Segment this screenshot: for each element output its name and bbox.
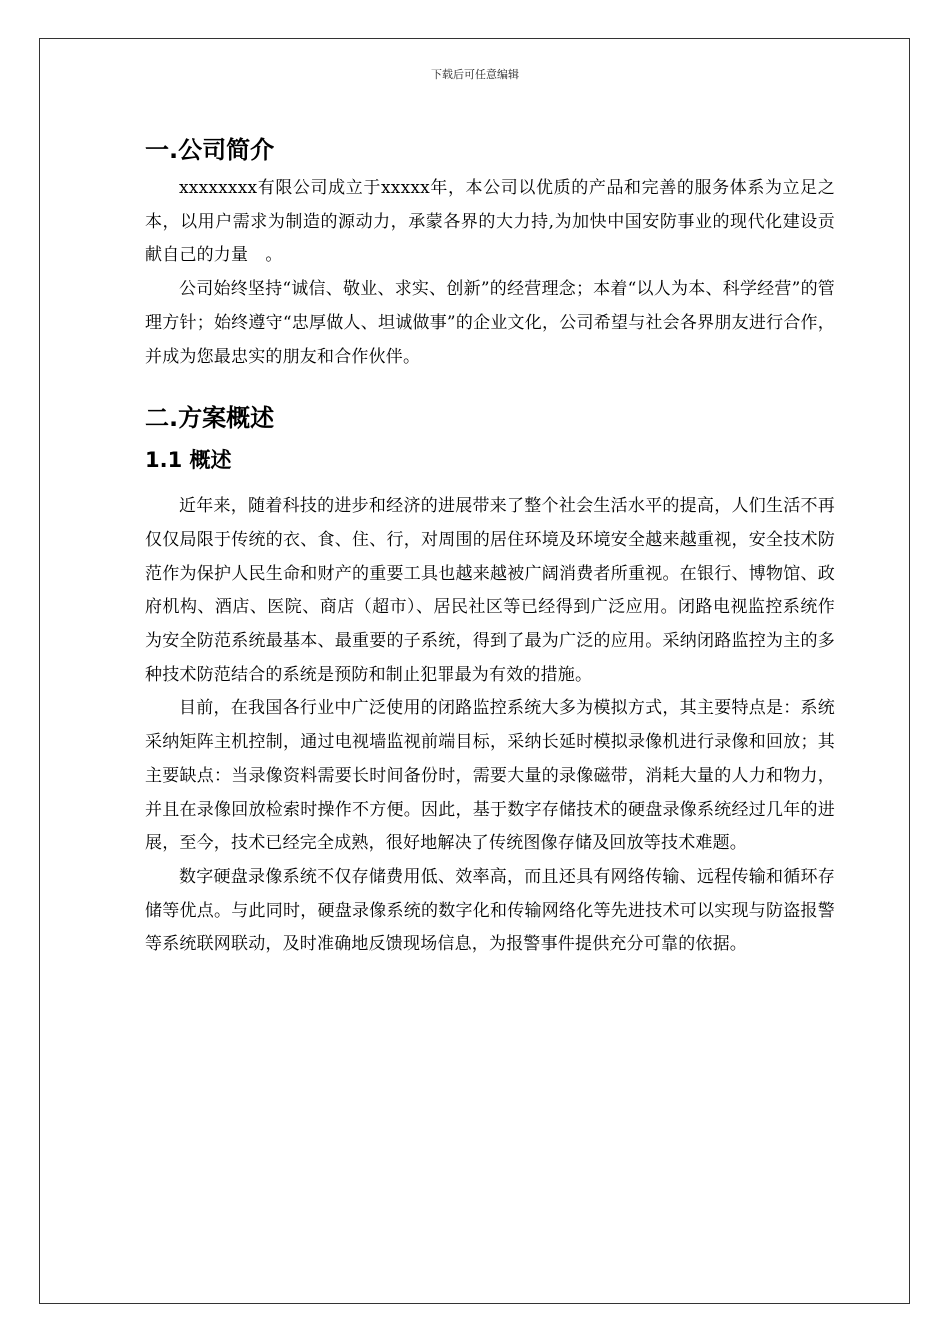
overview-paragraph-3: 数字硬盘录像系统不仅存储费用低、效率高，而且还具有网络传输、远程传输和循环存储等优点。与此同时，硬盘录像系统的数字化和传输网络化等先进技术可以实现与防盗报警等系统联网联动，及时准确地反馈现场信息，为报警事件提供充分可靠的依据。 — [145, 866, 835, 955]
section-title-company: 一.公司简介 — [145, 136, 275, 164]
section-title-overview: 二.方案概述 — [145, 404, 275, 433]
company-paragraph-2: 公司始终坚持“诚信、敬业、求实、创新”的经营理念；本着“以人为本、科学经营”的管理方针；始终遵守“忠厚做人、坦诚做事”的企业文化，公司希望与社会各界朋友进行合作，并成为您最忠实的朋友和合作伙伴。 — [145, 279, 835, 367]
company-paragraph-1: xxxxxxxx有限公司成立于xxxxx年，本公司以优质的产品和完善的服务体系为立足之本，以用户需求为制造的源动力，承蒙各界的大力持,为加快中国安防事业的现代化建设贡献自己的力量 。 — [145, 178, 835, 266]
document-body — [145, 130, 835, 962]
header-note: 下载后可任意编辑 — [431, 68, 519, 81]
subsection-title-overview: 1.1 概述 — [145, 448, 232, 473]
overview-paragraph-2: 目前，在我国各行业中广泛使用的闭路监控系统大多为模拟方式，其主要特点是：系统采纳矩阵主机控制，通过电视墙监视前端目标，采纳长延时模拟录像机进行录像和回放；其主要缺点：当录像资料需要长时间备份时，需要大量的录像磁带，消耗大量的人力和物力，并且在录像回放检索时操作不方便。因此，基于数字存储技术的硬盘录像系统经过几年的进展，至今，技术已经完全成熟，很好地解决了传统图像存储及回放等技术难题。 — [145, 698, 835, 854]
overview-paragraph-1: 近年来，随着科技的进步和经济的进展带来了整个社会生活水平的提高，人们生活不再仅仅局限于传统的衣、食、住、行，对周围的居住环境及环境安全越来越重视，安全技术防范作为保护人民生命和财产的重要工具也越来越被广阔消费者所重视。在银行、博物馆、政府机构、酒店、医院、商店（超市）、居民社区等已经得到广泛应用。闭路电视监控系统作为安全防范系统最基本、最重要的子系统，得到了最为广泛的应用。采纳闭路监控为主的多种技术防范结合的系统是预防和制止犯罪最为有效的措施。 — [145, 496, 835, 685]
